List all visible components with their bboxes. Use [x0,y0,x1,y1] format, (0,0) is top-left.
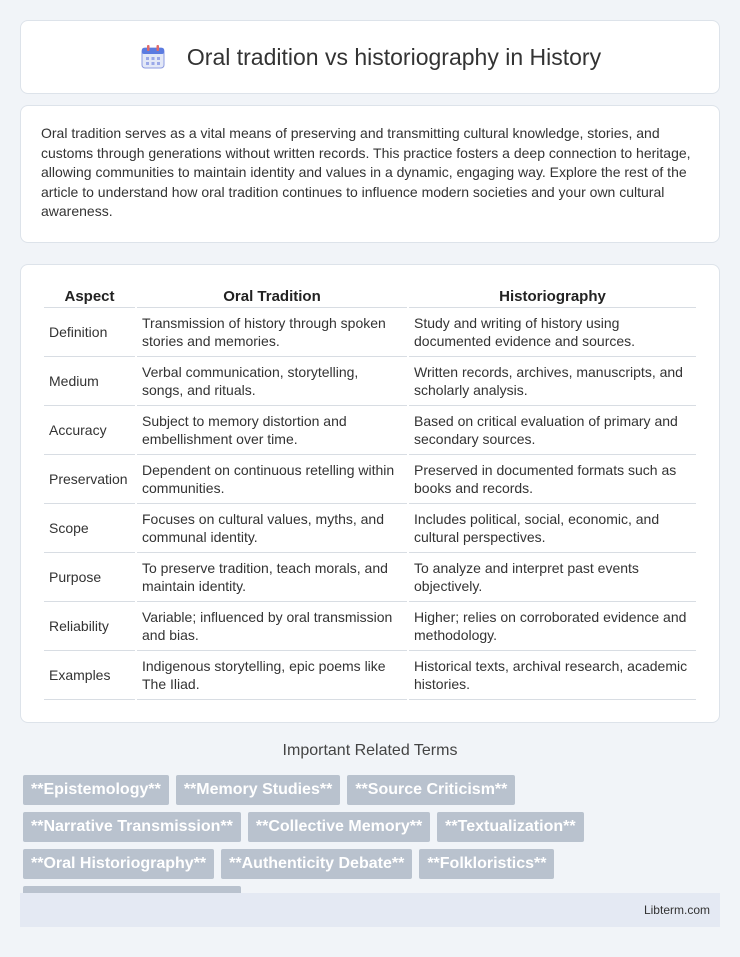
table-row [44,504,696,553]
cell-aspect: Scope [44,504,135,553]
table-row [44,553,696,602]
cell-aspect: Reliability [44,602,135,651]
term-tag[interactable]: **Source Criticism** [347,775,515,805]
term-tag[interactable]: **Collective Memory** [248,812,430,842]
intro-text: Oral tradition serves as a vital means of preserving and transmitting cultural knowledge, stories, and customs through generations without written records. This practice fosters a deep connection to heritage, allowing communities to maintain identity and values in a dynamic, engaging way. Explore the rest of the article to understand how oral tradition continues to influence modern societies and your own cultural awareness. [41,125,691,219]
cell-oral: Variable; influenced by oral transmission and bias. [137,602,407,651]
table-row [44,308,696,357]
page-title: Oral tradition vs historiography in History [186,43,602,70]
term-tag[interactable]: **Oral Historiography** [23,849,214,879]
table-row [44,357,696,406]
cell-hist: Preserved in documented formats such as books and records. [409,455,696,504]
cell-oral: Subject to memory distortion and embellishment over time. [137,406,407,455]
cell-hist: Based on critical evaluation of primary and secondary sources. [409,406,696,455]
cell-hist: Study and writing of history using documented evidence and sources. [409,308,696,357]
header-aspect: Aspect [44,285,135,308]
header-historiography: Historiography [409,285,696,308]
header-oral-tradition: Oral Tradition [137,285,407,308]
cell-aspect: Examples [44,651,135,700]
term-tag[interactable]: **Authenticity Debate** [221,849,412,879]
term-tag[interactable]: **Textualization** [437,812,583,842]
header-card [20,20,720,94]
cell-oral: To preserve tradition, teach morals, and maintain identity. [137,553,407,602]
calendar-icon [139,43,167,71]
table-row [44,602,696,651]
cell-aspect: Medium [44,357,135,406]
cell-oral: Dependent on continuous retelling within communities. [137,455,407,504]
cell-oral: Verbal communication, storytelling, songs, and rituals. [137,357,407,406]
cell-aspect: Definition [44,308,135,357]
cell-oral: Indigenous storytelling, epic poems like The Iliad. [137,651,407,700]
footer [20,893,720,927]
cell-hist: Higher; relies on corroborated evidence and methodology. [409,602,696,651]
term-tag[interactable]: **Memory Studies** [176,775,341,805]
related-terms-title: Important Related Terms [282,742,458,759]
comparison-table [42,285,698,700]
term-tag[interactable]: **Narrative Transmission** [23,812,241,842]
cell-aspect: Accuracy [44,406,135,455]
cell-aspect: Purpose [44,553,135,602]
table-header-row [44,285,696,308]
cell-oral: Focuses on cultural values, myths, and communal identity. [137,504,407,553]
cell-hist: Historical texts, archival research, academic histories. [409,651,696,700]
cell-hist: To analyze and interpret past events objectively. [409,553,696,602]
cell-hist: Includes political, social, economic, and cultural perspectives. [409,504,696,553]
term-tag[interactable]: **Folkloristics** [419,849,554,879]
cell-aspect: Preservation [44,455,135,504]
table-row [44,406,696,455]
footer-brand-link[interactable]: Libterm.com [643,903,710,917]
intro-card [20,105,720,243]
cell-hist: Written records, archives, manuscripts, and scholarly analysis. [409,357,696,406]
cell-oral: Transmission of history through spoken stories and memories. [137,308,407,357]
table-row [44,651,696,700]
term-tag[interactable]: **Epistemology** [23,775,169,805]
comparison-table-card [20,264,720,723]
table-row [44,455,696,504]
